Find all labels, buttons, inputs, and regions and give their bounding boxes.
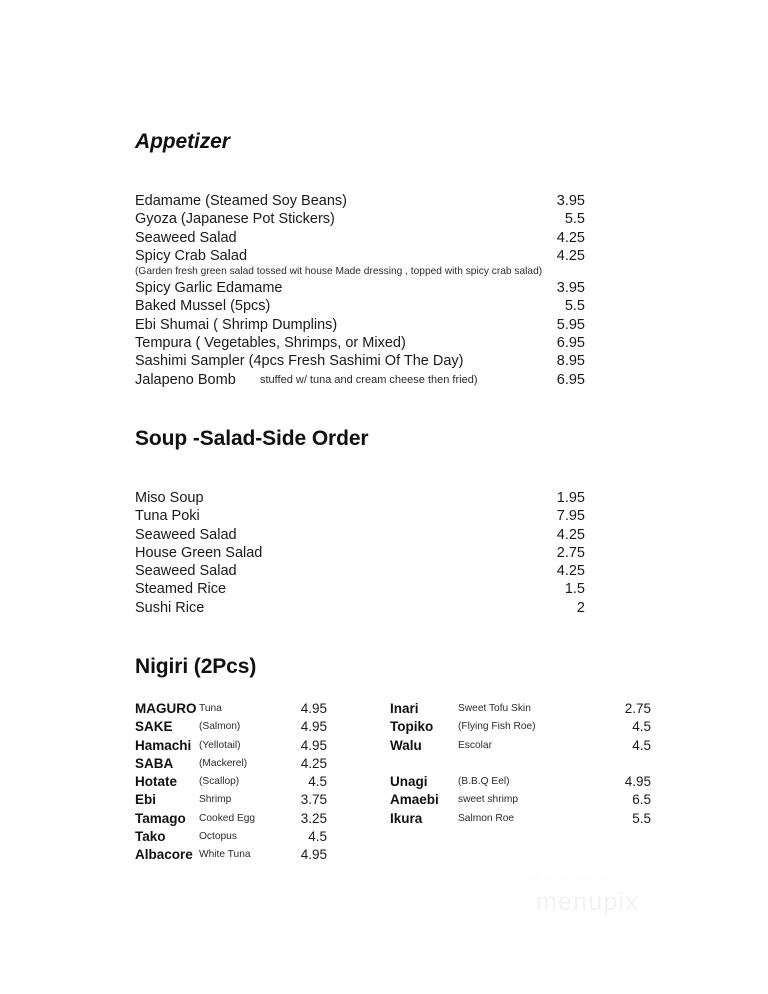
nigiri-item-price: 4.95 [624,774,651,790]
menu-item-row [135,526,585,544]
menu-item-row [135,247,585,265]
menu-item-name: Seaweed Salad [135,526,237,543]
menu-item-price: 4.25 [556,526,585,543]
nigiri-item-price: 4.5 [308,774,327,790]
nigiri-left-column [135,700,327,865]
menu-item-name: Tuna Poki [135,508,200,525]
nigiri-item-row [135,718,327,736]
nigiri-item-row [135,846,327,864]
menu-item-name: Jalapeno Bomb [135,371,236,388]
menu-item-row [135,580,585,598]
menu-item-row [135,507,585,525]
nigiri-item-row [390,791,651,809]
nigiri-item-name: SABA [135,755,174,771]
menu-item-name: Edamame (Steamed Soy Beans) [135,193,347,209]
nigiri-item-name: Walu [390,737,422,753]
nigiri-column-spacer [390,755,651,773]
menu-item-price: 3.95 [556,280,585,297]
nigiri-item-price: 4.95 [300,701,327,716]
menu-item-row [135,316,585,334]
menu-item-row [135,210,585,228]
menu-item-price: 6.95 [556,371,585,388]
nigiri-item-description: sweet shrimp [458,794,519,806]
watermark-subtext: find what you like [520,872,616,884]
menu-item-price: 4.25 [556,563,585,580]
menu-item-row [135,229,585,247]
nigiri-item-price: 4.5 [632,737,651,753]
section-heading-appetizer: Appetizer [135,130,230,153]
menu-item-row [135,352,585,370]
menu-item-name: Steamed Rice [135,581,227,598]
nigiri-item-row [390,810,651,828]
nigiri-item-row [390,737,651,755]
nigiri-item-name: Inari [390,701,419,716]
nigiri-item-row [135,755,327,773]
nigiri-item-row [135,773,327,791]
nigiri-item-price: 4.95 [300,737,327,753]
nigiri-item-name: Amaebi [390,792,439,808]
menu-item-name: Seaweed Salad [135,563,237,580]
nigiri-item-name: Hamachi [135,737,192,753]
nigiri-item-name: Unagi [390,774,428,790]
nigiri-item-row [390,718,651,736]
menu-item-row [135,334,585,352]
nigiri-item-description: Cooked Egg [199,812,256,824]
nigiri-item-row [390,700,651,718]
menu-item-price: 1.5 [564,581,585,598]
soup-salad-side-item-list [135,489,585,617]
nigiri-item-description: (Mackerel) [199,757,248,769]
nigiri-item-price: 6.5 [632,792,651,808]
menu-item-row [135,371,585,389]
nigiri-item-name: Albacore [135,847,193,863]
watermark [508,872,698,934]
nigiri-item-description: (Scallop) [199,776,240,788]
nigiri-item-name: Tako [135,829,166,845]
nigiri-item-price: 2.75 [624,701,651,716]
menu-item-name: Spicy Garlic Edamame [135,280,283,297]
nigiri-item-price: 4.95 [300,847,327,863]
spicy-crab-salad-description: (Garden fresh green salad tossed wit house Made dressing , topped with spicy crab salad) [135,266,543,278]
nigiri-item-name: Topiko [390,719,434,735]
nigiri-item-description: White Tuna [199,849,251,861]
nigiri-item-price: 3.75 [300,792,327,808]
section-heading-soup-salad-side: Soup -Salad-Side Order [135,427,369,450]
nigiri-item-price: 5.5 [632,810,651,826]
nigiri-item-description: (Yellotail) [199,739,241,751]
nigiri-item-name: Ebi [135,792,157,808]
nigiri-item-description: (Flying Fish Roe) [458,721,536,733]
menu-item-row [135,562,585,580]
menu-item-inline-description: stuffed w/ tuna and cream cheese then fried) [260,373,478,386]
nigiri-item-name: Hotate [135,774,178,790]
nigiri-item-description: Shrimp [199,794,232,806]
menu-item-name: Baked Mussel (5pcs) [135,298,271,315]
nigiri-item-price: 4.5 [308,829,327,845]
menu-item-price: 4.25 [556,247,585,264]
menu-item-name: Gyoza (Japanese Pot Stickers) [135,211,335,228]
menu-item-name: Ebi Shumai ( Shrimp Dumplins) [135,316,338,333]
nigiri-item-name: SAKE [135,719,173,735]
nigiri-item-description: (B.B.Q Eel) [458,776,510,788]
menu-item-price: 1.95 [556,490,585,506]
menu-item-name: Sushi Rice [135,599,205,616]
nigiri-item-description: Escolar [458,739,492,751]
nigiri-item-row [135,700,327,718]
nigiri-item-price: 4.5 [632,719,651,735]
nigiri-item-name: Ikura [390,810,423,826]
menu-item-name: Tempura ( Vegetables, Shrimps, or Mixed) [135,335,406,352]
menu-item-price: 2 [576,599,585,616]
menu-item-row [135,544,585,562]
menu-item-price: 2.75 [556,544,585,561]
nigiri-item-row [135,791,327,809]
nigiri-item-price: 4.95 [300,719,327,735]
menu-item-name: Spicy Crab Salad [135,247,248,264]
nigiri-item-price: 4.25 [300,755,327,771]
menu-item-row [135,279,585,297]
menu-item-name: Sashimi Sampler (4pcs Fresh Sashimi Of The Day) [135,353,464,370]
nigiri-item-description: Octopus [199,831,237,843]
nigiri-item-name: MAGURO [135,701,197,716]
nigiri-item-row [135,737,327,755]
menu-item-name: House Green Salad [135,544,263,561]
menu-item-row [135,297,585,315]
menu-item-price: 3.95 [556,193,585,209]
menu-item-price: 4.25 [556,229,585,246]
nigiri-item-row [390,773,651,791]
nigiri-right-column [390,700,651,828]
menu-item-price: 5.95 [556,316,585,333]
nigiri-item-name: Tamago [135,810,186,826]
nigiri-item-row [135,828,327,846]
menu-item-price: 5.5 [564,211,585,228]
watermark-logo-text: menupix [536,888,639,916]
section-heading-nigiri: Nigiri (2Pcs) [135,655,257,678]
appetizer-item-list [135,192,585,389]
menu-item-price: 8.95 [556,353,585,370]
menu-item-row [135,489,585,507]
nigiri-item-description: Tuna [199,703,222,714]
nigiri-item-description: Salmon Roe [458,812,515,824]
menu-item-price: 6.95 [556,335,585,352]
menu-item-price: 7.95 [556,508,585,525]
menu-item-price: 5.5 [564,298,585,315]
menu-item-row [135,192,585,210]
menu-item-name: Miso Soup [135,490,204,506]
nigiri-item-description: Sweet Tofu Skin [458,703,531,714]
menu-item-name: Seaweed Salad [135,229,237,246]
nigiri-item-price: 3.25 [300,810,327,826]
nigiri-item-description: (Salmon) [199,721,241,733]
menu-item-row [135,599,585,617]
nigiri-item-row [135,810,327,828]
